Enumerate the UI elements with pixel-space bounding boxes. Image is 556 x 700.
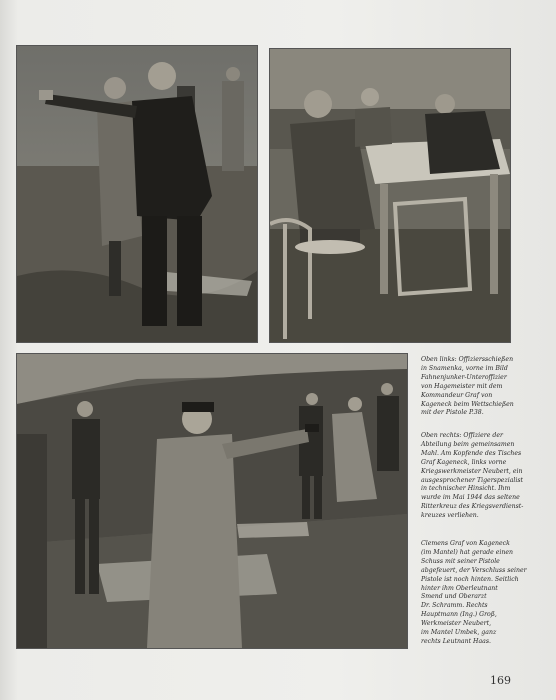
caption-line: Ritterkreuz des Kriegsverdienst- xyxy=(421,503,524,511)
caption-line: Mahl. Am Kopfende des Tisches xyxy=(421,449,522,457)
caption-line: (im Mantel) hat gerade einen xyxy=(421,548,514,556)
caption-line: mit der Pistole P.38. xyxy=(421,409,484,417)
caption-line: in technischer Hinsicht. Ihm xyxy=(421,485,511,493)
caption-line: Graf Kageneck, links vorne xyxy=(421,458,507,466)
caption-line: Kommandeur Graf von xyxy=(421,391,493,399)
photo-kageneck-firing xyxy=(17,354,407,648)
caption-top-left xyxy=(421,356,527,418)
caption-line: Fahnenjunker-Unteroffizier xyxy=(421,373,507,381)
caption-line: Oben links: Offiziersschießen xyxy=(421,356,514,363)
caption-line: von Hagemeister mit dem xyxy=(421,382,503,390)
photo-officers-shooting xyxy=(17,46,257,342)
caption-line: Kageneck beim Wettschießen xyxy=(421,400,514,408)
caption-line: Pistole ist noch hinten. Seitlich xyxy=(421,575,519,583)
caption-line: wurde im Mai 1944 das seltene xyxy=(421,494,520,502)
caption-line: abgefeuert, der Verschluss seiner xyxy=(421,566,527,574)
caption-line: in Snamenka, vorne im Bild xyxy=(421,364,508,372)
caption-line: kreuzes verliehen. xyxy=(421,512,479,520)
caption-top-right xyxy=(421,432,527,521)
caption-line: Abteilung beim gemeinsamen xyxy=(421,440,515,448)
caption-line: hinter ihm Oberleutnant xyxy=(421,584,498,592)
photo-officers-dining xyxy=(270,49,510,342)
caption-line: im Mantel Umbek, ganz xyxy=(421,629,497,637)
caption-line: rechts Leutnant Haas. xyxy=(421,637,491,645)
caption-line: Oben rechts: Offiziere der xyxy=(421,432,503,439)
page-number: 169 xyxy=(490,674,511,687)
caption-line: Schuss mit seiner Pistole xyxy=(421,557,500,565)
caption-line: Smend und Oberarzt xyxy=(421,593,487,601)
caption-line: ausgesprochener Tigerspezialist xyxy=(421,476,524,484)
caption-line: Kriegswerkmeister Neubert, ein xyxy=(421,467,523,475)
caption-bottom xyxy=(421,540,527,647)
caption-line: Dr. Schramm. Rechts xyxy=(421,602,488,610)
caption-line: Werkmeister Neubert, xyxy=(421,620,492,628)
caption-line: Hauptmann (Ing.) Groß, xyxy=(421,611,497,619)
caption-line: Clemens Graf von Kageneck xyxy=(421,540,510,547)
